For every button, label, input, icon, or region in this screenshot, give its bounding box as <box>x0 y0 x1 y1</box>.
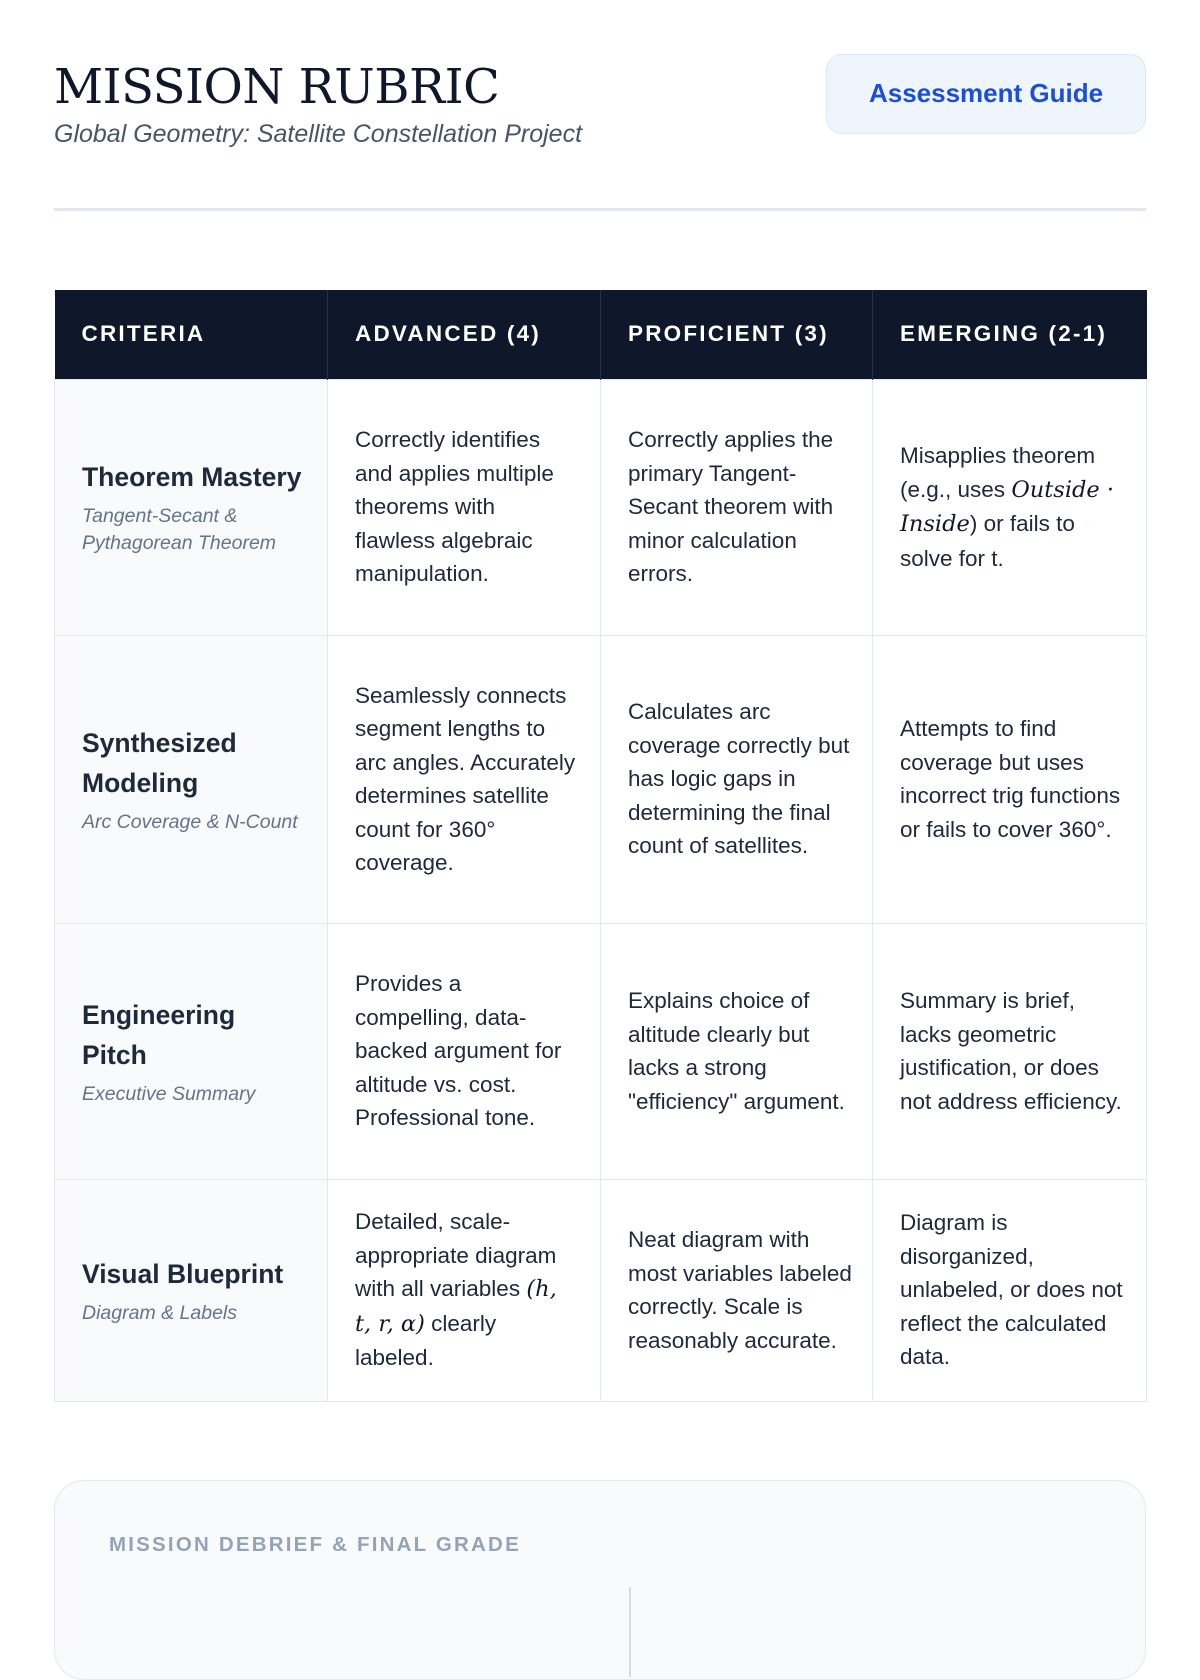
advanced-cell: Correctly identifies and applies multiple theorems with flawless algebraic manipulation. <box>328 379 601 635</box>
debrief-label: MISSION DEBRIEF & FINAL GRADE <box>109 1533 521 1556</box>
page-title: MISSION RUBRIC <box>54 59 500 115</box>
criteria-subtitle: Arc Coverage & N-Count <box>82 810 298 833</box>
criteria-name: Theorem Mastery <box>82 462 302 492</box>
page-subtitle: Global Geometry: Satellite Constellation Project <box>54 120 583 148</box>
criteria-cell <box>55 923 328 1179</box>
page-header <box>54 58 1146 158</box>
advanced-text-before: Detailed, scale-appropriate diagram with all variables <box>355 1209 557 1302</box>
emerging-text-before: Misapplies theorem (e.g., uses <box>900 443 1096 502</box>
proficient-cell: Neat diagram with most variables labeled correctly. Scale is reasonably accurate. <box>601 1179 873 1401</box>
variables-expression: (h, t, r, α) <box>355 1276 557 1337</box>
proficient-cell: Explains choice of altitude clearly but lacks a strong "efficiency" argument. <box>601 923 873 1179</box>
criteria-name: Synthesized Modeling <box>82 727 237 798</box>
emerging-cell: Summary is brief, lacks geometric justification, or does not address efficiency. <box>873 923 1147 1179</box>
column-header-advanced: ADVANCED (4) <box>328 290 601 379</box>
column-header-emerging: EMERGING (2-1) <box>873 290 1147 379</box>
rubric-page <box>54 0 1146 1600</box>
advanced-text-after: clearly labeled. <box>355 1310 497 1371</box>
column-header-proficient: PROFICIENT (3) <box>601 290 873 379</box>
assessment-guide-button[interactable]: Assessment Guide <box>826 54 1146 134</box>
criteria-cell <box>55 1179 328 1401</box>
criteria-name: Visual Blueprint <box>82 1258 284 1289</box>
mission-debrief-panel <box>54 1480 1146 1680</box>
rubric-row-synthesized-modeling <box>55 635 1147 923</box>
proficient-cell: Correctly applies the primary Tangent-Secant theorem with minor calculation errors. <box>601 379 873 635</box>
advanced-cell: Seamlessly connects segment lengths to arc angles. Accurately determines satellite count for 360° coverage. <box>328 635 601 923</box>
rubric-table <box>54 290 1147 1402</box>
advanced-cell <box>328 1179 601 1401</box>
column-header-criteria: CRITERIA <box>55 290 328 379</box>
emerging-cell: Diagram is disorganized, unlabeled, or does not reflect the calculated data. <box>873 1179 1147 1401</box>
debrief-column-divider <box>629 1587 631 1677</box>
criteria-cell <box>55 635 328 923</box>
criteria-cell <box>55 379 328 635</box>
rubric-row-engineering-pitch <box>55 923 1147 1179</box>
criteria-subtitle: Tangent-Secant & Pythagorean Theorem <box>82 505 277 554</box>
emerging-cell <box>873 379 1147 635</box>
header-divider <box>54 208 1146 211</box>
proficient-cell: Calculates arc coverage correctly but has logic gaps in determining the final count of satellites. <box>601 635 873 923</box>
criteria-name: Engineering Pitch <box>82 999 236 1070</box>
rubric-row-visual-blueprint <box>55 1179 1147 1401</box>
criteria-subtitle: Executive Summary <box>82 1082 256 1105</box>
rubric-header-row <box>55 290 1147 379</box>
rubric-row-theorem-mastery <box>55 379 1147 635</box>
criteria-subtitle: Diagram & Labels <box>82 1301 237 1324</box>
emerging-cell: Attempts to find coverage but uses incorrect trig functions or fails to cover 360°. <box>873 635 1147 923</box>
advanced-cell: Provides a compelling, data-backed argument for altitude vs. cost. Professional tone. <box>328 923 601 1179</box>
emerging-text-after: ) or fails to solve for t. <box>900 511 1075 571</box>
formula-expression: Outside · Inside <box>900 476 1115 537</box>
